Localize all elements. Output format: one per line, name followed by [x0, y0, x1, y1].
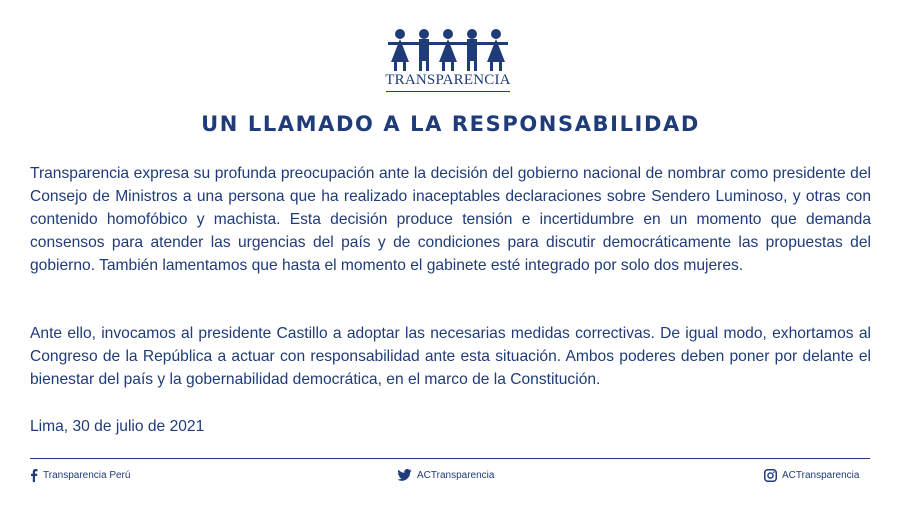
paragraph-1-text: Transparencia expresa su profunda preocupación ante la decisión del gobierno nacional de nombrar como presidente del Consejo de Ministros a una persona que ha realizado inaceptables declaraciones sobre Sendero Luminoso, y otras con contenido homofóbico y machista. Esta decisión produce tensión e incertidumbre en un momento que demanda consensos para atender las urgencias del país y de condiciones para discutir democráticamente las propuestas del gobierno. También lamentamos que hasta el momento el gabinete esté integrado por solo dos mujeres.: [30, 165, 871, 274]
paragraph-2: [30, 322, 871, 391]
footer-divider: [30, 458, 870, 459]
facebook-label: Transparencia Perú: [43, 470, 131, 481]
people-figures-icon: [384, 28, 512, 72]
instagram-icon: [764, 469, 777, 482]
instagram-label: ACTransparencia: [782, 470, 860, 481]
logo-text: TRANSPARENCIA: [385, 72, 511, 88]
transparencia-logo: [384, 28, 512, 96]
facebook-link[interactable]: [30, 469, 130, 482]
twitter-label: ACTransparencia: [417, 469, 495, 481]
paragraph-2-text: Ante ello, invocamos al presidente Castillo a adoptar las necesarias medidas correctivas. De igual modo, exhortamos al Congreso de la República a actuar con responsabilidad ante esta situación. Ambos poderes deben poner por delante el bienestar del país y la gobernabilidad democrática, en el marco de la Constitución.: [30, 325, 871, 388]
instagram-link[interactable]: [764, 469, 859, 482]
paragraph-1: [30, 162, 871, 277]
logo-underline: [386, 91, 510, 92]
date-line: Lima, 30 de julio de 2021: [30, 418, 205, 435]
twitter-icon: [397, 469, 412, 481]
twitter-link[interactable]: [397, 469, 494, 481]
facebook-icon: [30, 469, 38, 482]
page-title: UN LLAMADO A LA RESPONSABILIDAD: [201, 112, 700, 136]
